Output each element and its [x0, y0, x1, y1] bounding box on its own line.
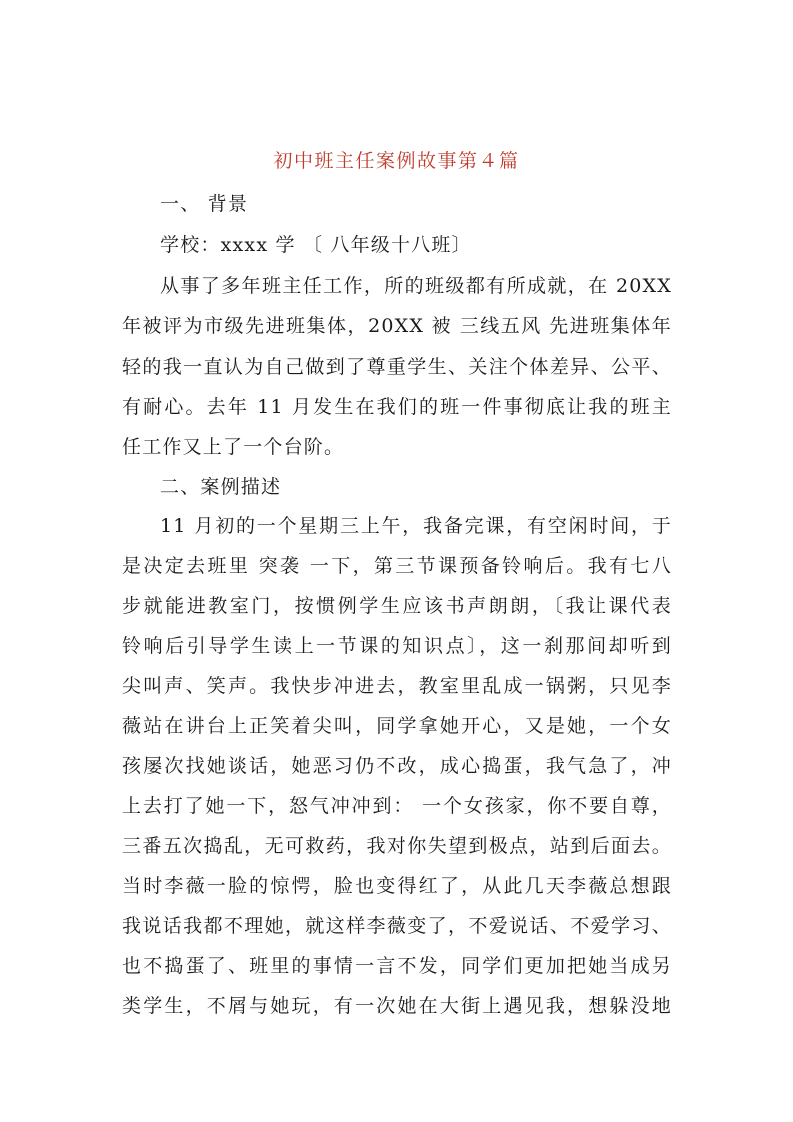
paragraph-line: 铃响后引导学生读上一节课的知识点〕，这一刹那间却听到 [122, 635, 672, 657]
paragraph-line: 是决定去班里 突袭 一下，第三节课预备铃响后。我有七八 [122, 555, 672, 577]
paragraph-line: 从事了多年班主任工作，所的班级都有所成就，在 20XX [160, 275, 672, 297]
paragraph-line: 步就能进教室门，按惯例学生应该书声朗朗，〔我让课代表 [122, 595, 672, 617]
section-heading-background: 一、 背景 [160, 193, 249, 215]
school-line: 学校：xxxx 学 〔 八年级十八班〕 [160, 234, 472, 256]
paragraph-line: 三番五次捣乱，无可救药，我对你失望到极点，站到后面去。 [122, 835, 672, 857]
paragraph-line: 11 月初的一个星期三上午，我备完课，有空闲时间，于 [160, 515, 672, 537]
paragraph-line: 尖叫声、笑声。我快步冲进去，教室里乱成一锅粥，只见李 [122, 675, 672, 697]
paragraph-line: 我说话我都不理她，就这样李薇变了，不爱说话、不爱学习、 [122, 915, 672, 937]
section-heading-case-description: 二、案例描述 [160, 476, 282, 498]
document-title: 初中班主任案例故事第４篇 [273, 150, 520, 172]
paragraph-line: 孩屡次找她谈话，她恶习仍不改，成心捣蛋，我气急了，冲 [122, 755, 672, 777]
paragraph-line: 当时李薇一脸的惊愕，脸也变得红了，从此几天李薇总想跟 [122, 875, 672, 897]
paragraph-line: 年被评为市级先进班集体，20XX 被 三线五风 先进班集体年 [122, 315, 672, 337]
paragraph-line: 也不捣蛋了、班里的事情一言不发，同学们更加把她当成另 [122, 955, 672, 977]
paragraph-line: 有耐心。去年 11 月发生在我们的班一件事彻底让我的班主 [122, 396, 672, 418]
paragraph-line: 薇站在讲台上正笑着尖叫，同学拿她开心，又是她，一个女 [122, 715, 672, 737]
paragraph-line: 任工作又上了一个台阶。 [122, 436, 345, 458]
paragraph-line: 上去打了她一下，怒气冲冲到： 一个女孩家，你不要自尊， [122, 795, 672, 817]
paragraph-line: 轻的我一直认为自己做到了尊重学生、关注个体差异、公平、 [122, 356, 672, 378]
paragraph-line: 类学生，不屑与她玩，有一次她在大街上遇见我，想躲没地 [122, 995, 672, 1017]
